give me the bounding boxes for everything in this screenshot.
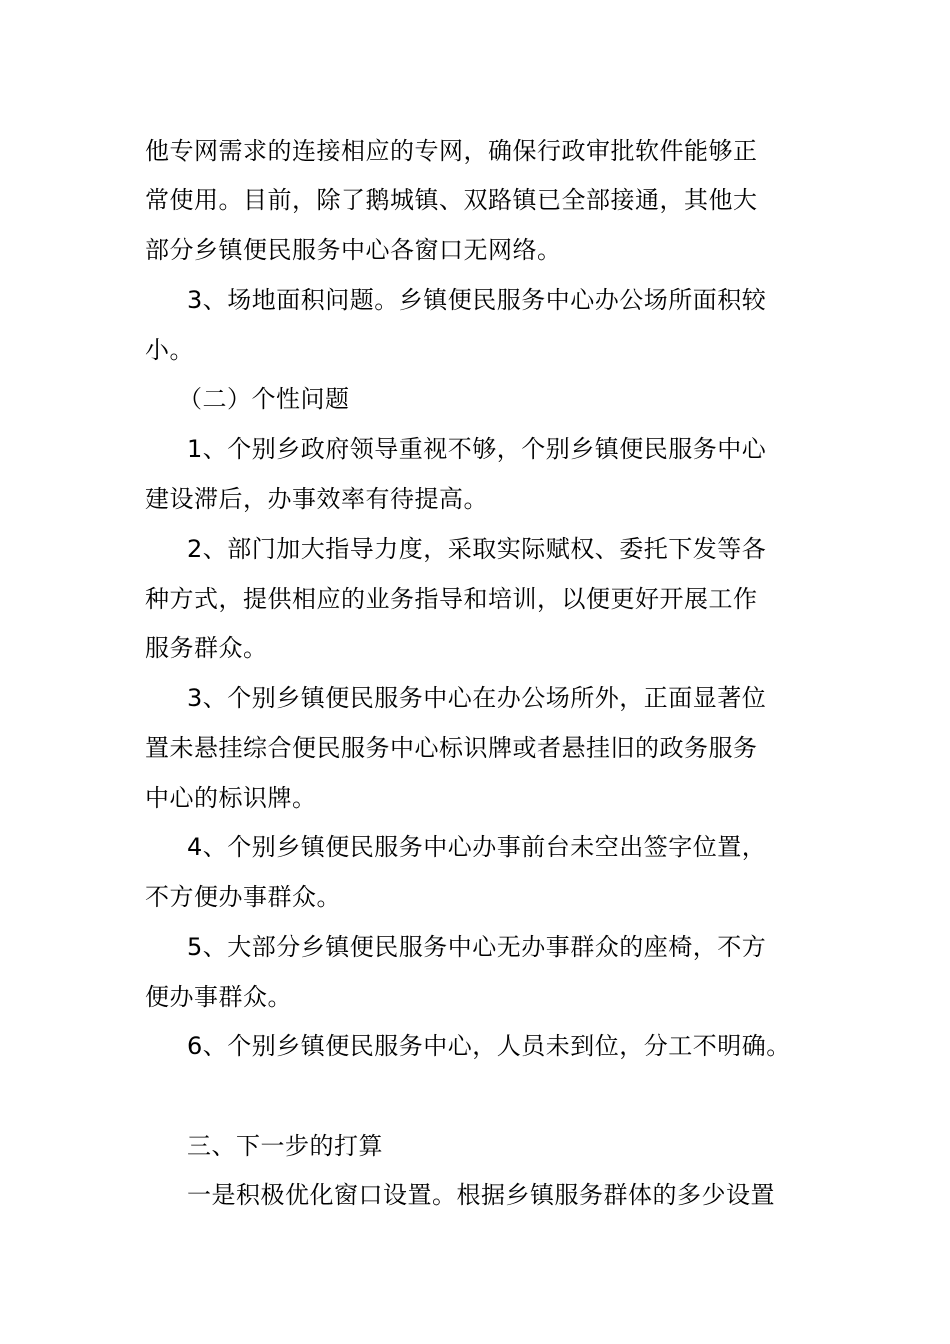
text-line: 小。 bbox=[145, 336, 194, 364]
text-line: 建设滞后，办事效率有待提高。 bbox=[145, 485, 488, 513]
text-line: 一是积极优化窗口设置。根据乡镇服务群体的多少设置 bbox=[187, 1181, 775, 1209]
text-line: 6、个别乡镇便民服务中心，人员未到位，分工不明确。 bbox=[187, 1032, 791, 1060]
text-line: 4、个别乡镇便民服务中心办事前台未空出签字位置， bbox=[187, 833, 767, 861]
text-line: 2、部门加大指导力度，采取实际赋权、委托下发等各 bbox=[187, 535, 767, 563]
text-line: 置未悬挂综合便民服务中心标识牌或者悬挂旧的政务服务 bbox=[145, 734, 758, 762]
text-line: 常使用。目前，除了鹅城镇、双路镇已全部接通，其他大 bbox=[145, 186, 758, 214]
text-line: 1、个别乡政府领导重视不够，个别乡镇便民服务中心 bbox=[187, 435, 767, 463]
text-line: 5、大部分乡镇便民服务中心无办事群众的座椅，不方 bbox=[187, 933, 767, 961]
section-heading: 三、下一步的打算 bbox=[187, 1132, 383, 1160]
text-line: 种方式，提供相应的业务指导和培训，以便更好开展工作 bbox=[145, 585, 758, 613]
text-line: 服务群众。 bbox=[145, 634, 268, 662]
text-line: 不方便办事群众。 bbox=[145, 883, 341, 911]
text-line: 中心的标识牌。 bbox=[145, 784, 317, 812]
text-line: 3、个别乡镇便民服务中心在办公场所外，正面显著位 bbox=[187, 684, 767, 712]
section-heading: （二）个性问题 bbox=[178, 385, 350, 413]
text-line: 便办事群众。 bbox=[145, 983, 292, 1011]
text-line: 他专网需求的连接相应的专网，确保行政审批软件能够正 bbox=[145, 137, 758, 165]
text-line: 部分乡镇便民服务中心各窗口无网络。 bbox=[145, 236, 562, 264]
text-line: 3、场地面积问题。乡镇便民服务中心办公场所面积较 bbox=[187, 286, 767, 314]
